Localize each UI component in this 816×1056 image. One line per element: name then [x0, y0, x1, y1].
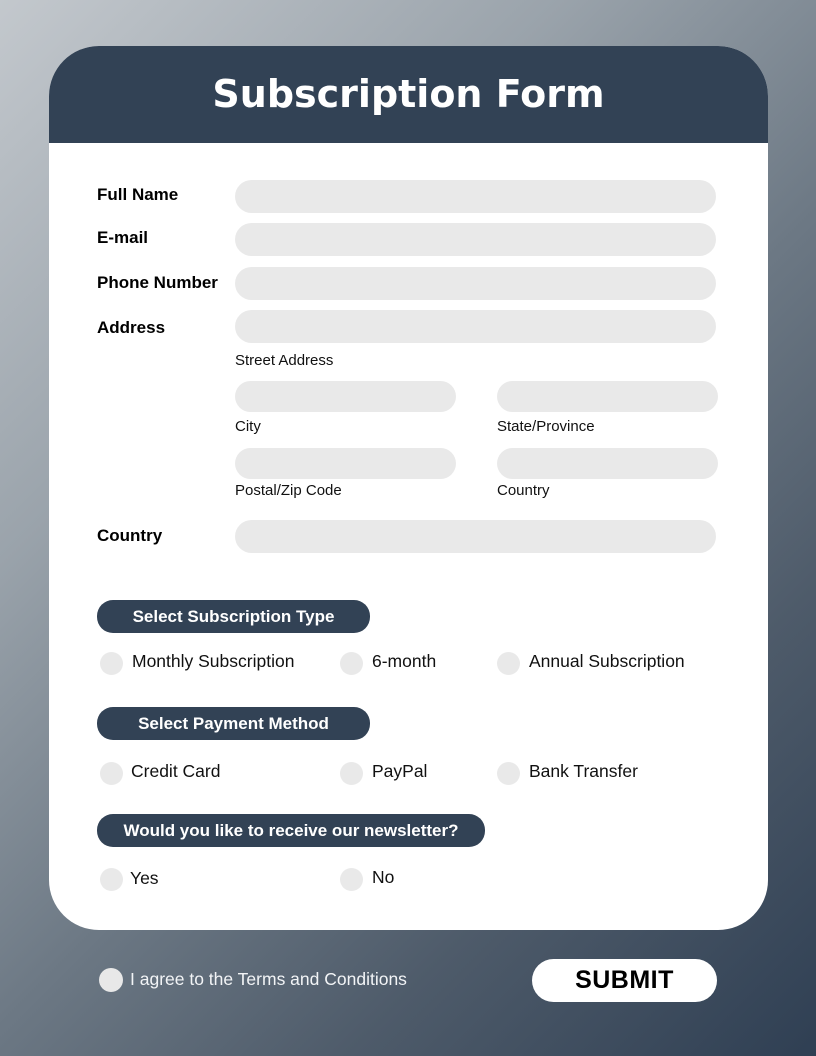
postal-code-sublabel: Postal/Zip Code [235, 482, 342, 499]
radio-monthly-subscription[interactable] [100, 652, 123, 675]
option-label-credit-card: Credit Card [131, 761, 221, 781]
option-label-6-month: 6-month [372, 651, 437, 671]
email-label: E-mail [97, 228, 149, 247]
option-label-no: No [372, 867, 395, 887]
street-address-sublabel: Street Address [235, 352, 334, 369]
full-name-input[interactable] [235, 180, 716, 213]
radio-newsletter-no[interactable] [340, 868, 363, 891]
terms-agree-label: I agree to the Terms and Conditions [130, 969, 407, 989]
country-input[interactable] [235, 520, 716, 553]
address-country-sublabel: Country [497, 482, 550, 499]
newsletter-heading: Would you like to receive our newsletter? [97, 814, 485, 847]
radio-annual-subscription[interactable] [497, 652, 520, 675]
option-label-bank-transfer: Bank Transfer [529, 761, 638, 781]
street-address-input[interactable] [235, 310, 716, 343]
subscription-form-card [49, 46, 768, 930]
country-label: Country [97, 526, 163, 545]
submit-button[interactable]: SUBMIT [532, 959, 717, 1002]
option-label-paypal: PayPal [372, 761, 428, 781]
email-input[interactable] [235, 223, 716, 256]
address-country-input[interactable] [497, 448, 718, 479]
terms-agree-checkbox[interactable] [99, 968, 123, 992]
subscription-type-heading: Select Subscription Type [97, 600, 370, 633]
option-label-monthly: Monthly Subscription [132, 651, 295, 671]
city-sublabel: City [235, 418, 261, 435]
full-name-label: Full Name [97, 185, 179, 204]
form-title: Subscription Form [212, 71, 605, 116]
address-label: Address [97, 318, 166, 337]
state-province-input[interactable] [497, 381, 718, 412]
radio-paypal[interactable] [340, 762, 363, 785]
state-province-sublabel: State/Province [497, 418, 595, 435]
option-label-annual: Annual Subscription [529, 651, 685, 671]
option-label-yes: Yes [130, 868, 159, 888]
phone-number-input[interactable] [235, 267, 716, 300]
form-header [49, 46, 768, 143]
radio-credit-card[interactable] [100, 762, 123, 785]
radio-6-month[interactable] [340, 652, 363, 675]
payment-method-heading: Select Payment Method [97, 707, 370, 740]
radio-newsletter-yes[interactable] [100, 868, 123, 891]
postal-code-input[interactable] [235, 448, 456, 479]
radio-bank-transfer[interactable] [497, 762, 520, 785]
phone-number-label: Phone Number [97, 273, 218, 292]
city-input[interactable] [235, 381, 456, 412]
